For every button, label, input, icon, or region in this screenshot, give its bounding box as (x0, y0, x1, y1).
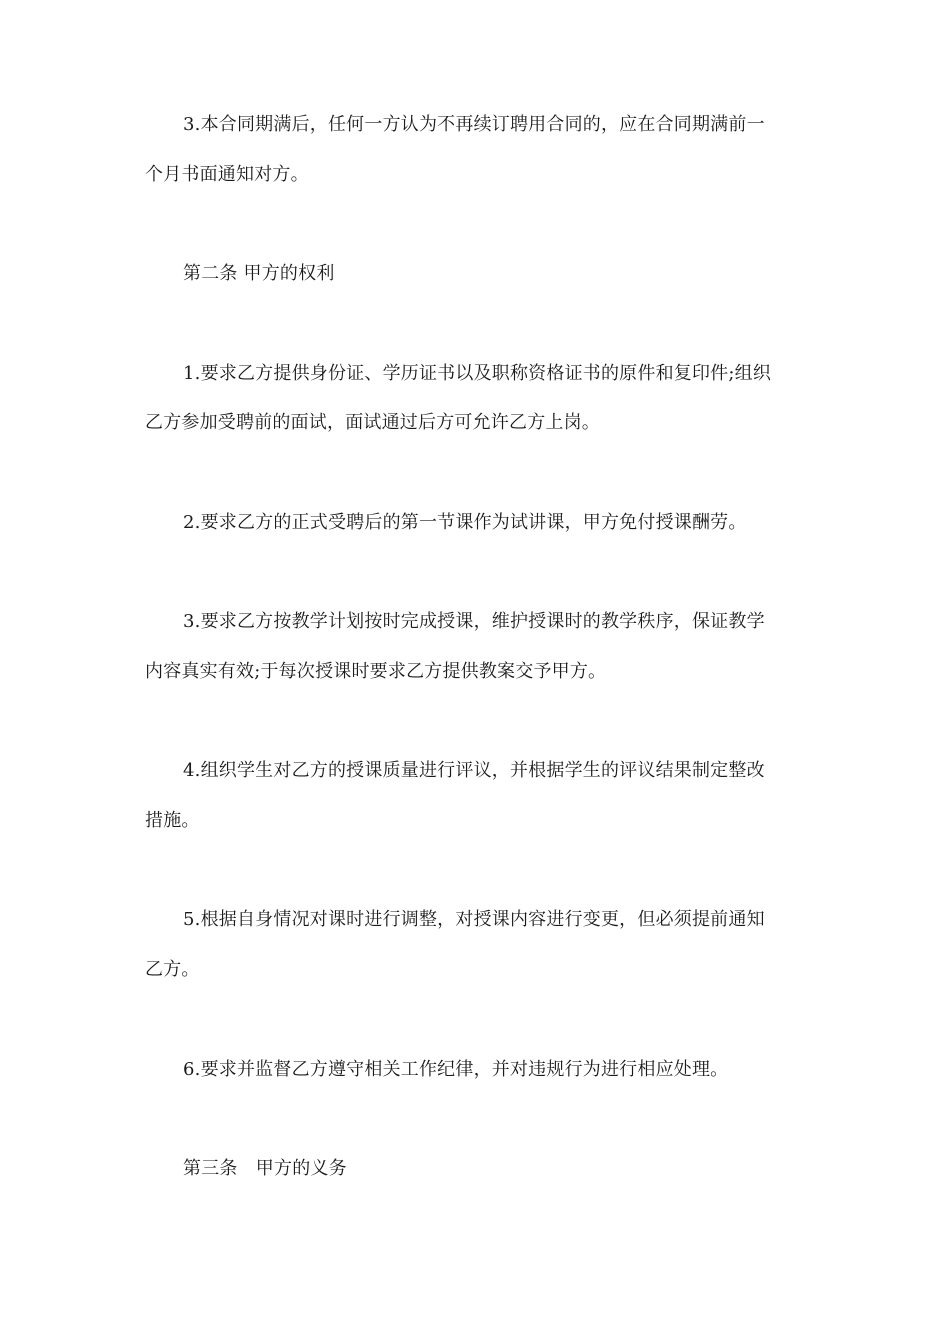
clause-item-3-line-2: 个月书面通知对方。 (145, 164, 309, 185)
clause-item-3-line-1: 3.本合同期满后，任何一方认为不再续订聘用合同的，应在合同期满前一 (183, 114, 765, 135)
article-2-item-2-line-1: 2.要求乙方的正式受聘后的第一节课作为试讲课，甲方免付授课酬劳。 (183, 512, 747, 533)
article-3-heading: 第三条 甲方的义务 (183, 1158, 347, 1179)
article-2-item-3-line-1: 3.要求乙方按教学计划按时完成授课，维护授课时的教学秩序，保证教学 (183, 611, 765, 632)
article-2-item-6-line-1: 6.要求并监督乙方遵守相关工作纪律，并对违规行为进行相应处理。 (183, 1059, 729, 1080)
article-2-heading: 第二条 甲方的权利 (183, 263, 335, 284)
article-2-item-5-line-2: 乙方。 (145, 959, 200, 980)
article-2-item-5-line-1: 5.根据自身情况对课时进行调整，对授课内容进行变更，但必须提前通知 (183, 909, 765, 930)
article-2-item-4-line-1: 4.组织学生对乙方的授课质量进行评议，并根据学生的评议结果制定整改 (183, 760, 765, 781)
article-2-item-3-line-2: 内容真实有效;于每次授课时要求乙方提供教案交予甲方。 (145, 661, 607, 682)
article-2-item-1-line-1: 1.要求乙方提供身份证、学历证书以及职称资格证书的原件和复印件;组织 (183, 363, 772, 384)
article-2-item-4-line-2: 措施。 (145, 810, 200, 831)
article-2-item-1-line-2: 乙方参加受聘前的面试，面试通过后方可允许乙方上岗。 (145, 412, 600, 433)
